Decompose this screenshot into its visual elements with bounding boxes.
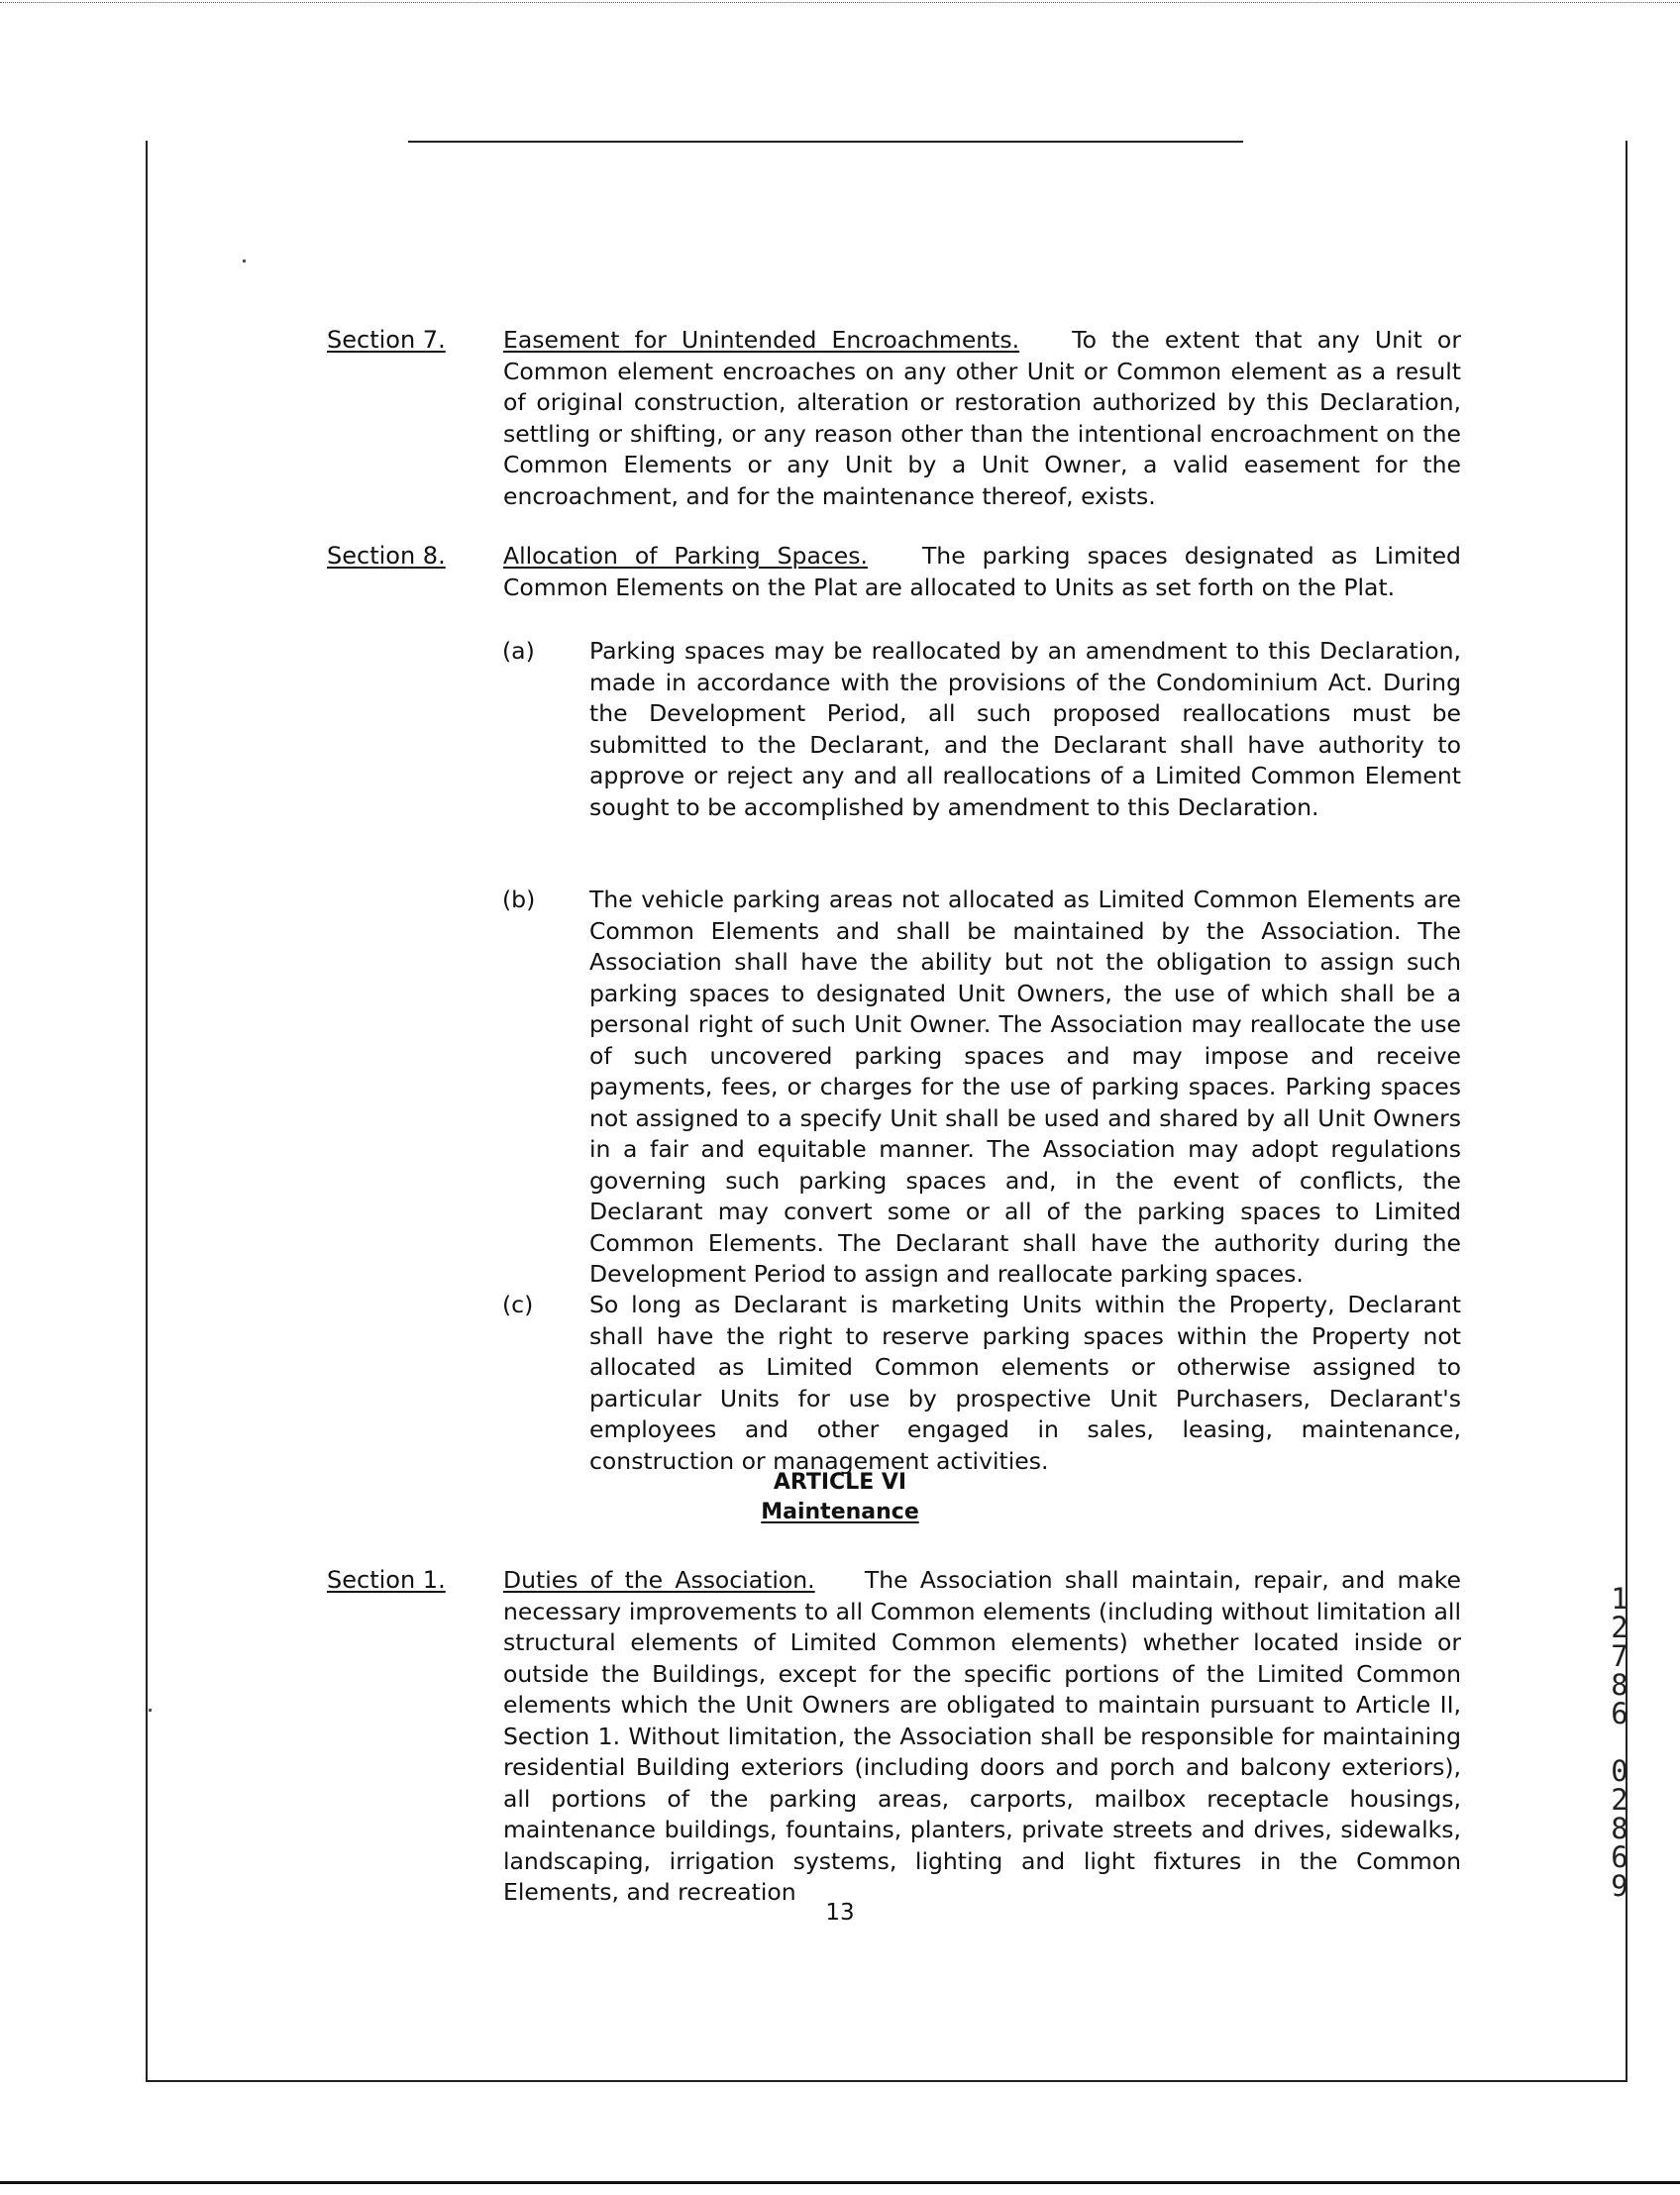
stamp-gap	[1600, 1728, 1639, 1757]
section-text: To the extent that any Unit or Common element encroaches on any other Unit or Common element as a result of original construction, alteration or restoration authorized by this Declaration, settling or shifting, or any reason other than the intentional encroachment on the Common Elements or any Unit by a Unit Owner, a valid easement for the encroachment, and for the maintenance thereof, exists.	[503, 326, 1461, 510]
scan-speck	[243, 260, 246, 262]
stamp-char: 2	[1611, 1611, 1628, 1644]
section-text: The parking spaces designated as Limited Common Elements on the Plat are allocated to Units as set forth on the Plat.	[503, 542, 1461, 601]
section-body	[503, 1565, 1461, 1909]
scan-top-edge	[0, 2, 1680, 3]
scan-speck	[149, 1709, 152, 1712]
subsection-label: (a)	[502, 637, 535, 665]
section-heading: Duties of the Association.	[503, 1566, 815, 1594]
subsection-label: (b)	[502, 886, 536, 913]
stamp-char: 8	[1611, 1812, 1628, 1845]
section-label: Section 1.	[327, 1566, 446, 1594]
stamp-char: 8	[1611, 1668, 1628, 1702]
stamp-char: 9	[1611, 1869, 1628, 1903]
subsection-label: (c)	[502, 1291, 534, 1318]
section-text: The Association shall maintain, repair, and make necessary improvements to all Common elements (including without limitation all structural elements of Limited Common elements) whether located inside or outside the Buildings, except for the specific portions of the Limited Common elements which the Unit Owners are obligated to maintain pursuant to Article II, Section 1. Without limitation, the Association shall be responsible for maintaining residential Building exteriors (including doors and porch and balcony exteriors), all portions of the parking areas, carports, mailbox receptacle housings, maintenance buildings, fountains, planters, private streets and drives, sidewalks, landscaping, irrigation systems, lighting and light fixtures in the Common Elements, and recreation	[503, 1566, 1461, 1906]
stamp-char: 0	[1611, 1754, 1628, 1788]
stamp-char: 7	[1611, 1639, 1628, 1673]
subsection-a	[502, 636, 1461, 823]
article-title: ARTICLE VI	[773, 1470, 907, 1495]
subsection-text: The vehicle parking areas not allocated as Limited Common Elements are Common Elements and shall be maintained by the Association. The Association shall have the ability but not the obligation to assign such parking spaces to designated Unit Owners, the use of which shall be a personal right of such Unit Owner. The Association may reallocate the use of such uncovered parking spaces and may impose and receive payments, fees, or charges for the use of parking spaces. Parking spaces not assigned to a specify Unit shall be used and shared by all Unit Owners in a fair and equitable manner. The Association may adopt regulations governing such parking spaces and, in the event of conflicts, the Declarant may convert some or all of the parking spaces to Limited Common Elements. The Declarant shall have the authority during the Development Period to assign and reallocate parking spaces.	[589, 886, 1461, 1288]
scan-bottom-edge	[0, 2181, 1680, 2184]
section-8	[327, 541, 1461, 603]
stamp-char: 2	[1611, 1783, 1628, 1817]
section-label: Section 8.	[327, 542, 446, 570]
stamp-char: 1	[1611, 1582, 1628, 1616]
section-7	[327, 325, 1461, 512]
article-heading	[0, 1468, 1680, 1527]
subsection-text: Parking spaces may be reallocated by an amendment to this Declaration, made in accordance with the provisions of the Condominium Act. During the Development Period, all such proposed reallocations must be submitted to the Declarant, and the Declarant shall have authority to approve or reject any and all reallocations of a Limited Common Element sought to be accomplished by amendment to this Declaration.	[589, 637, 1461, 821]
margin-stamp	[1600, 1582, 1639, 1903]
subsection-b	[502, 885, 1461, 1291]
page-number: 13	[825, 1900, 855, 1926]
section-heading: Easement for Unintended Encroachments.	[503, 326, 1020, 354]
subsection-c	[502, 1290, 1461, 1477]
section-1	[327, 1565, 1461, 1909]
stamp-char: 6	[1611, 1840, 1628, 1874]
subsection-text: So long as Declarant is marketing Units within the Property, Declarant shall have the right to reserve parking spaces within the Property not allocated as Limited Common elements or otherwise assigned to particular Units for use by prospective Unit Purchasers, Declarant's employees and other engaged in sales, leasing, maintenance, construction or management activities.	[589, 1291, 1461, 1475]
section-body	[503, 541, 1461, 603]
article-subtitle: Maintenance	[761, 1500, 919, 1524]
top-rule	[408, 141, 1243, 143]
section-heading: Allocation of Parking Spaces.	[503, 542, 868, 570]
section-label: Section 7.	[327, 326, 446, 354]
section-body	[503, 325, 1461, 512]
stamp-char: 6	[1611, 1697, 1628, 1730]
